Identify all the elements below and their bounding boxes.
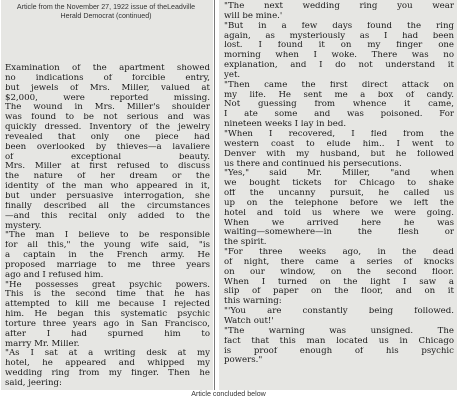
article-text-line: is proof enough of his psychic xyxy=(224,346,454,356)
continuation-note: Article concluded below xyxy=(191,390,266,398)
article-text-line: for all this," the young wife said, "is xyxy=(5,241,210,251)
article-text-line: lost. I found it on my finger one xyxy=(224,41,454,51)
article-source-caption xyxy=(0,3,212,21)
article-text-line: morning when I woke. There was no xyxy=(224,51,454,61)
article-text-line: "The warning was unsigned. The xyxy=(224,326,454,336)
article-text-line: hotel, he appeared and whipped my xyxy=(5,359,210,369)
article-text-line: a captain in the French army. He xyxy=(5,251,210,261)
article-text-line: "The man I believe to be responsible xyxy=(5,231,210,241)
article-text-line: Mrs. Miller at first refused to discuss xyxy=(5,162,210,172)
article-text-line: said, jeering: xyxy=(5,379,62,388)
article-text-line: was found to be not serious and was xyxy=(5,113,210,123)
article-text-line: torture three years ago in San Francisco, xyxy=(5,319,210,329)
article-text-line: of exceptional beauty. xyxy=(5,152,210,162)
column-divider xyxy=(214,0,215,390)
article-text-line: proposed marriage to me three years xyxy=(5,260,210,270)
article-text-line: "When I recovered, I fled from the xyxy=(224,129,454,139)
article-text-line: "As I sat at a writing desk at my xyxy=(5,349,210,359)
article-text-line: quickly dressed. Inventory of the jewelry xyxy=(5,123,210,133)
article-text-line: The wound in Mrs. Miller's shoulder xyxy=(5,103,210,113)
article-text-line: attempted to kill me because I rejected xyxy=(5,300,210,310)
article-text-line: revealed that only one piece had xyxy=(5,132,210,142)
article-text-line: Not guessing from whence it came, xyxy=(224,100,454,110)
article-text-line: "Yes," said Mr. Miller, "and when xyxy=(224,169,454,179)
article-column-left xyxy=(1,0,213,390)
article-text-line: western coast to elude him.. I went to xyxy=(224,139,454,149)
article-text-line: "But in a few days found the ring xyxy=(224,21,454,31)
article-text-line: —and this recital only added to the xyxy=(5,211,210,221)
article-text-line: no indications of forcible entry, xyxy=(5,73,210,83)
article-text-line: hotel and told us where we were going. xyxy=(224,208,454,218)
article-text-line: Watch out!' xyxy=(224,317,274,326)
article-text-line: "Then came the first direct attack on xyxy=(224,80,454,90)
article-text-line: off the uncanny pursuit, he called us xyxy=(224,189,454,199)
article-text-line: fact that this man located us in Chicago xyxy=(224,336,454,346)
article-text-line: been overlooked by thieves—a lavaliere xyxy=(5,142,210,152)
article-text-line: finally described all the circumstances xyxy=(5,201,210,211)
article-text-line: powers." xyxy=(224,356,263,366)
article-text-line: on our window, on the second floor. xyxy=(224,267,454,277)
article-text-line: "'You are constantly being followed. xyxy=(224,307,454,317)
article-text-line: "The next wedding ring you wear xyxy=(224,2,454,11)
article-text-line: $2,000, were reported missing. xyxy=(5,93,210,103)
article-text-line: waiting—somewhere—in the flesh or xyxy=(224,228,454,238)
article-text-line: but jewels of Mrs. Miller, valued at xyxy=(5,83,210,93)
article-text-line: explanation, and I do not understand it xyxy=(224,61,454,71)
article-text-line: yet. xyxy=(224,70,241,80)
article-text-line: after I had spurned him to xyxy=(5,329,210,339)
article-text-line: When we arrived here he was xyxy=(224,218,454,228)
article-text-line: slip of paper on the floor, and on it xyxy=(224,287,454,297)
caption-line: Herald Democrat (continued) xyxy=(60,12,152,20)
article-text-line: but under persuasive interrogation, she xyxy=(5,191,210,201)
article-text-line: up on the telephone before we left the xyxy=(224,198,454,208)
caption-line: Article from the November 27, 1922 issue of theLeadville xyxy=(16,3,196,11)
article-text-line: "For three weeks ago, in the dead xyxy=(224,248,454,258)
article-text-line: the nature of her dream or the xyxy=(5,172,210,182)
article-text-line: mystery. xyxy=(5,221,42,231)
article-text-line: identity of the man who appeared in it, xyxy=(5,182,210,192)
article-text-line: "He possesses great psychic powers. xyxy=(5,280,210,290)
article-text-line: marry Mr. Miller. xyxy=(5,339,80,349)
article-text-line: I ate some and was poisoned. For xyxy=(224,110,454,120)
article-text-line: Denver with my husband, but he followed xyxy=(224,149,454,159)
article-text-line: of night, there came a series of knocks xyxy=(224,257,454,267)
article-text-line: us there and continued his persecutions. xyxy=(224,159,402,169)
article-text-line: this warning: xyxy=(224,297,282,307)
article-text-line: will be mine.' xyxy=(224,11,283,21)
article-text-line: ago and I refused him. xyxy=(5,270,104,280)
article-text-line: nineteen weeks I lay in bed. xyxy=(224,120,347,130)
article-text-line: my life. He sent me a box of candy. xyxy=(224,90,454,100)
article-text-line: Examination of the apartment showed xyxy=(5,64,210,73)
article-text-line: wedding ring from my finger. Then he xyxy=(5,369,210,379)
article-text-line: the spirit. xyxy=(224,238,267,248)
article-text-line: This is the second time that he has xyxy=(5,290,210,300)
article-text-line: When I turned on the light I saw a xyxy=(224,277,454,287)
article-text-line: again, as mysteriously as I had been xyxy=(224,31,454,41)
article-text-line: him. He began this systematic psychic xyxy=(5,310,210,320)
article-text-line: we bought tickets for Chicago to shake xyxy=(224,179,454,189)
article-column-right xyxy=(219,0,457,390)
